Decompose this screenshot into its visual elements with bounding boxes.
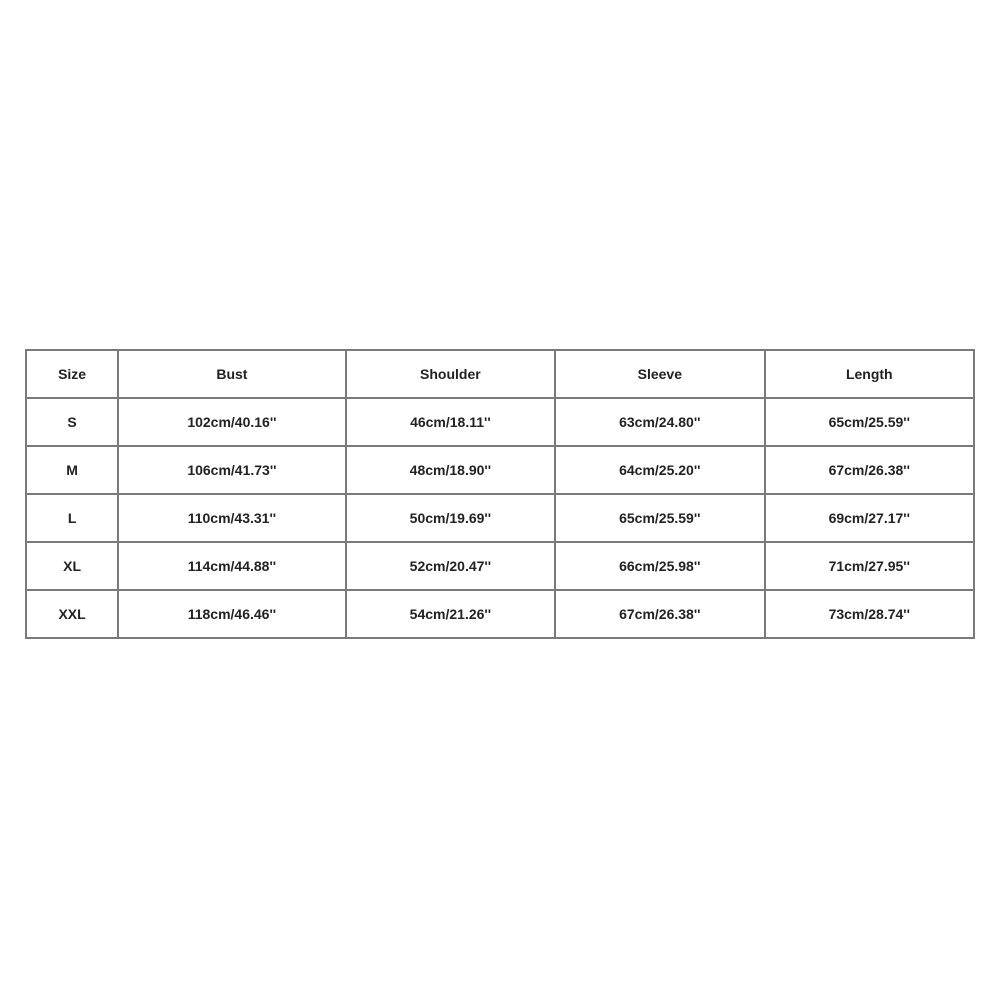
cell-size: S [26, 398, 118, 446]
header-sleeve: Sleeve [555, 350, 764, 398]
cell-sleeve: 67cm/26.38'' [555, 590, 764, 638]
cell-length: 73cm/28.74'' [765, 590, 974, 638]
cell-size: L [26, 494, 118, 542]
cell-length: 67cm/26.38'' [765, 446, 974, 494]
cell-sleeve: 63cm/24.80'' [555, 398, 764, 446]
cell-shoulder: 50cm/19.69'' [346, 494, 555, 542]
cell-length: 65cm/25.59'' [765, 398, 974, 446]
cell-bust: 118cm/46.46'' [118, 590, 345, 638]
cell-bust: 114cm/44.88'' [118, 542, 345, 590]
table-row [26, 446, 974, 494]
cell-bust: 102cm/40.16'' [118, 398, 345, 446]
size-chart-table [25, 349, 975, 639]
cell-bust: 106cm/41.73'' [118, 446, 345, 494]
cell-shoulder: 52cm/20.47'' [346, 542, 555, 590]
header-bust: Bust [118, 350, 345, 398]
cell-shoulder: 54cm/21.26'' [346, 590, 555, 638]
header-size: Size [26, 350, 118, 398]
cell-size: M [26, 446, 118, 494]
cell-sleeve: 66cm/25.98'' [555, 542, 764, 590]
cell-size: XL [26, 542, 118, 590]
table-header-row [26, 350, 974, 398]
cell-shoulder: 46cm/18.11'' [346, 398, 555, 446]
table-row [26, 542, 974, 590]
cell-sleeve: 64cm/25.20'' [555, 446, 764, 494]
cell-sleeve: 65cm/25.59'' [555, 494, 764, 542]
cell-length: 69cm/27.17'' [765, 494, 974, 542]
cell-length: 71cm/27.95'' [765, 542, 974, 590]
table-row [26, 398, 974, 446]
cell-size: XXL [26, 590, 118, 638]
table-row [26, 590, 974, 638]
cell-bust: 110cm/43.31'' [118, 494, 345, 542]
header-shoulder: Shoulder [346, 350, 555, 398]
table-row [26, 494, 974, 542]
cell-shoulder: 48cm/18.90'' [346, 446, 555, 494]
header-length: Length [765, 350, 974, 398]
